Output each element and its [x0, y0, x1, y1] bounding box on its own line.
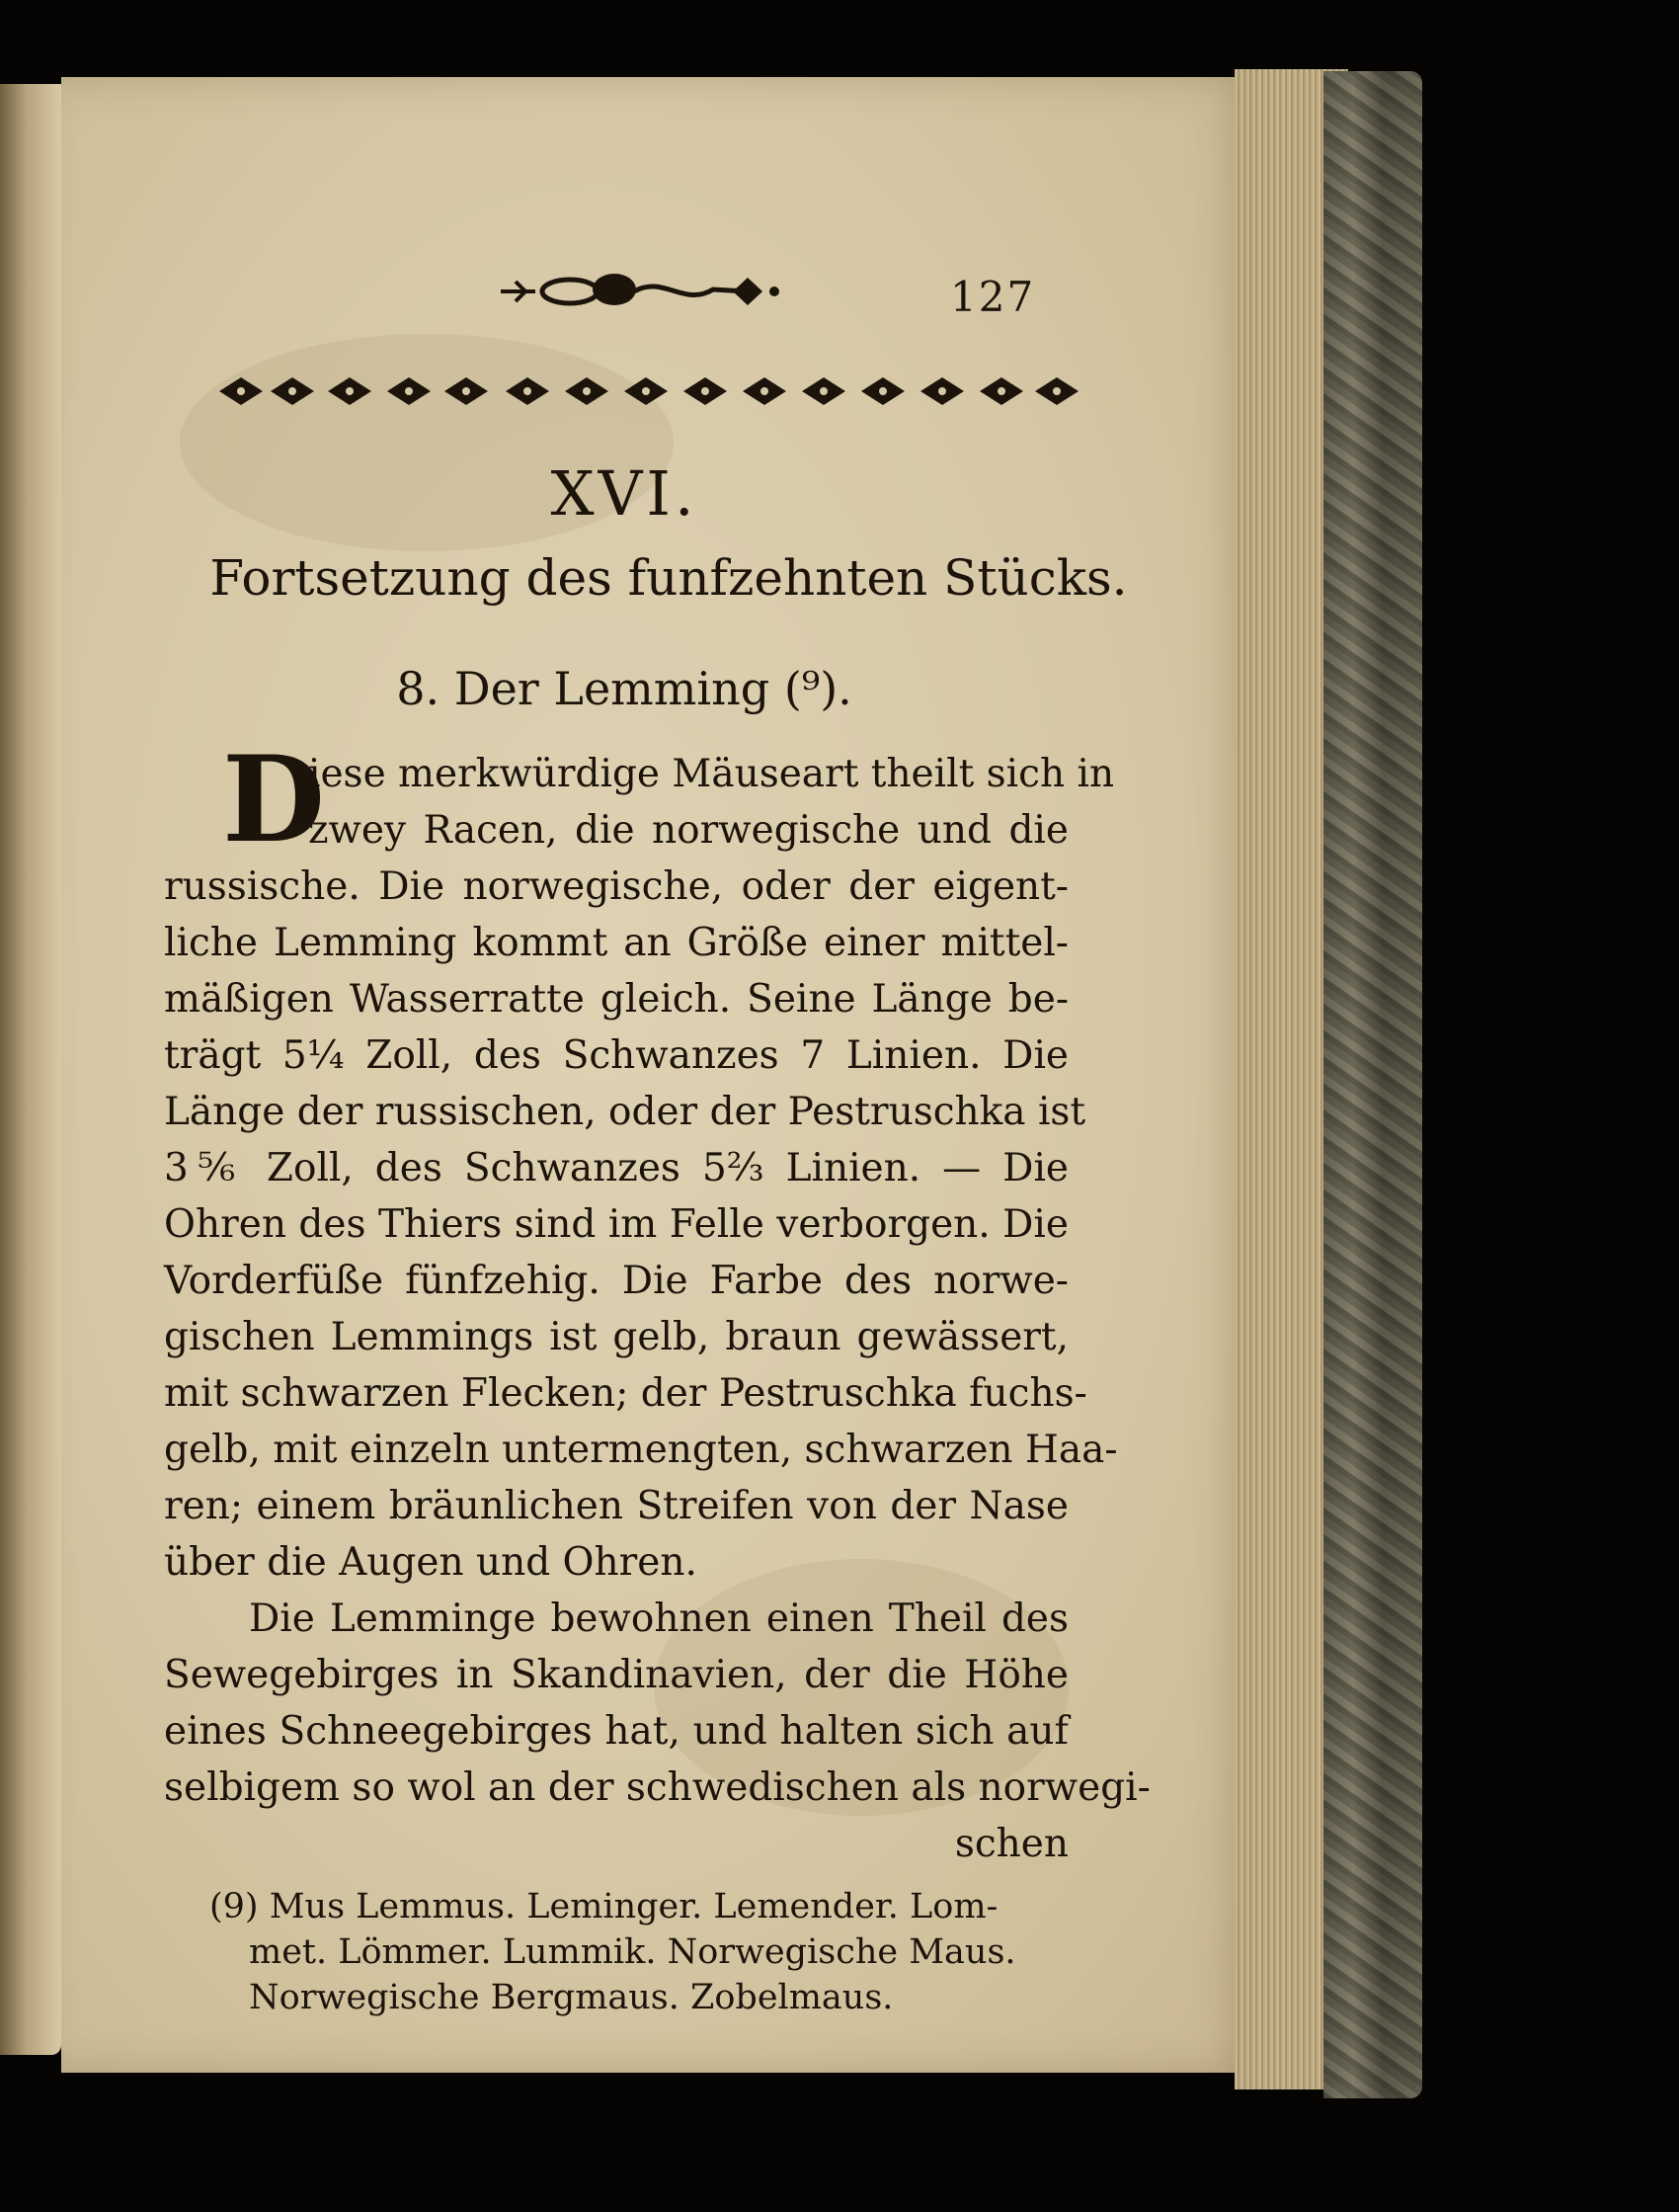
body-line: trägt 5¼ Zoll, des Schwanzes 7 Linien. Die [164, 1033, 1069, 1078]
footnote-line: (9) Mus Lemmus. Leminger. Lemender. Lom- [209, 1887, 999, 1926]
body-line: Sewegebirges in Skandinavien, der die Höhe [164, 1653, 1069, 1697]
body-line: mäßigen Wasserratte gleich. Seine Länge be- [164, 977, 1069, 1022]
drop-capital: D [222, 730, 326, 869]
header-vignette-ornament [496, 270, 782, 314]
marble-pattern [1323, 71, 1422, 2098]
marbled-cover [1323, 71, 1422, 2098]
body-line: mit schwarzen Flecken; der Pestruschka fuchs- [164, 1371, 1087, 1416]
body-line: iese merkwürdige Mäuseart theilt sich in [308, 752, 1115, 796]
body-line: Länge der russischen, oder der Pestruschka ist [164, 1090, 1086, 1134]
footnote-line: Norwegische Bergmaus. Zobelmaus. [249, 1978, 894, 2017]
body-line: 3⅚ Zoll, des Schwanzes 5⅔ Linien. — Die [164, 1146, 1069, 1190]
body-line: Vorderfüße fünfzehig. Die Farbe des norwe- [164, 1259, 1069, 1303]
body-line: selbigem so wol an der schwedischen als norwegi- [164, 1765, 1151, 1810]
body-line: gischen Lemmings ist gelb, braun gewässert, [164, 1315, 1069, 1359]
body-line: liche Lemming kommt an Größe einer mittel- [164, 921, 1069, 965]
body-line: ren; einem bräunlichen Streifen von der Nase [164, 1484, 1069, 1528]
body-line: Ohren des Thiers sind im Felle verborgen. Die [164, 1202, 1069, 1247]
page-number: 127 [950, 273, 1036, 321]
chapter-number: XVI. [550, 457, 698, 530]
body-line: zwey Racen, die norwegische und die [308, 808, 1069, 853]
catchword: schen [954, 1822, 1069, 1866]
body-line: russische. Die norwegische, oder der eigent- [164, 864, 1069, 909]
body-line: gelb, mit einzeln untermengten, schwarzen Haa- [164, 1428, 1118, 1472]
chapter-title: Fortsetzung des funfzehnten Stücks. [209, 549, 1128, 607]
footnote-line: met. Lömmer. Lummik. Norwegische Maus. [249, 1932, 1016, 1972]
book-page [61, 77, 1256, 2073]
ornament-rule [219, 371, 1079, 411]
body-line: Die Lemminge bewohnen einen Theil des [249, 1597, 1069, 1641]
body-line: eines Schneegebirges hat, und halten sich auf [164, 1709, 1069, 1754]
body-line: über die Augen und Ohren. [164, 1540, 697, 1585]
section-heading: 8. Der Lemming (⁹). [396, 662, 852, 715]
left-page-edge [0, 84, 61, 2055]
